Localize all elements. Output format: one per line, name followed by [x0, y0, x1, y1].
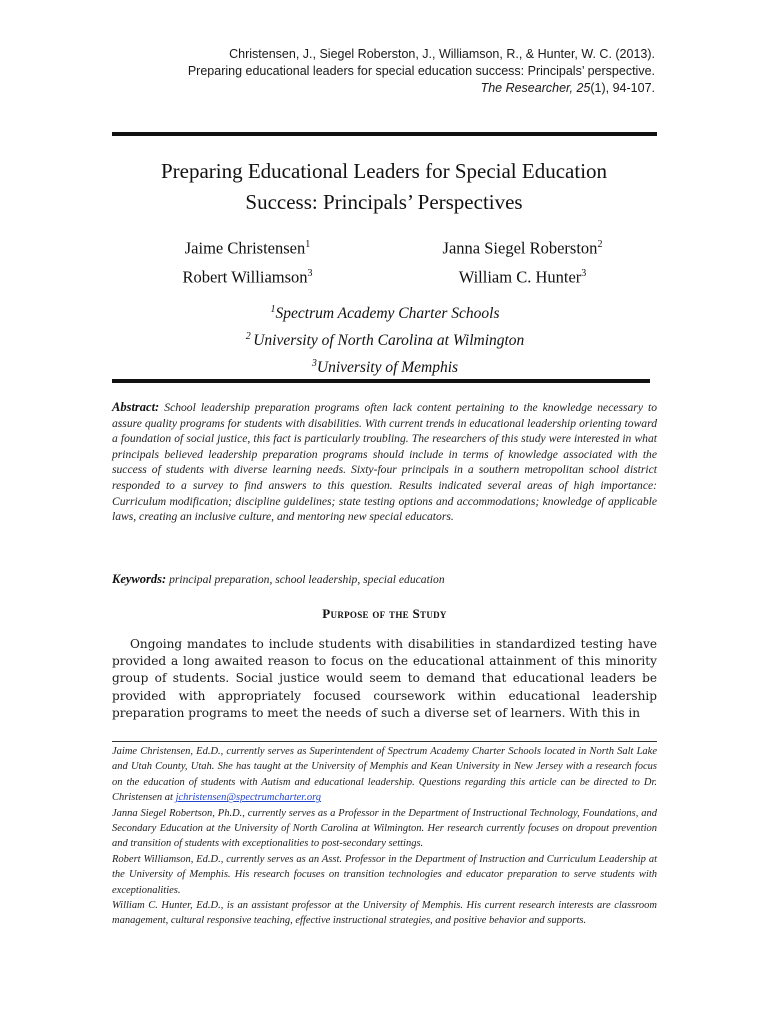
author-email-link[interactable]: jchristensen@spectrumcharter.org — [175, 792, 322, 804]
author-affiliation-marker: 2 — [597, 239, 603, 250]
affiliation-marker: 2 — [245, 331, 254, 343]
author-affiliation-marker: 3 — [307, 267, 313, 279]
affiliation-name: Spectrum Academy Charter Schools — [275, 305, 500, 323]
affiliation-line — [110, 325, 660, 352]
author-name-text: William C. Hunter — [458, 267, 582, 286]
title-line-1: Preparing Educational Leaders for Special Education — [160, 159, 608, 183]
paper-title — [100, 156, 668, 218]
affiliation-name: University of Memphis — [316, 359, 459, 377]
citation-journal: The Researcher, — [480, 81, 573, 95]
header-bottom-divider — [112, 379, 650, 383]
keywords-label: Keywords: — [112, 572, 167, 586]
affiliation-block — [110, 298, 660, 379]
footnote-williamson: Robert Williamson, Ed.D., currently serves as an Asst. Professor in the Department of Instruction and Curriculum Leadership at the University of Memphis. His research focuses on transition technologies and educator preparation to serve students with exceptionalities. — [112, 853, 657, 896]
author-name — [110, 261, 385, 290]
affiliation-marker: 3 — [311, 358, 317, 370]
body-paragraph: Ongoing mandates to include students with disabilities in standardized testing have provided a long awaited reason to focus on the educational attainment of this minority group of students. Social justice would seem to demand that educational leaders be provided with appropriately focused coursework within educational leadership preparation programs to meet the needs of such a diverse set of learners. With this in — [112, 637, 657, 720]
citation-issue-pages: (1), 94-107. — [590, 81, 655, 95]
abstract-label: Abstract: — [112, 400, 160, 414]
author-affiliation-marker: 1 — [305, 239, 311, 250]
affiliation-name: University of North Carolina at Wilmington — [253, 332, 525, 350]
author-name-text: Jaime Christensen — [184, 238, 306, 258]
top-divider — [112, 132, 657, 136]
footnote-hunter: William C. Hunter, Ed.D., is an assistant professor at the University of Memphis. His current research interests are classroom management, cultural responsive teaching, effective instructional strategies, and positive behavior and supports. — [112, 900, 657, 927]
author-name — [110, 232, 385, 261]
affiliation-line — [110, 298, 660, 325]
author-name — [385, 232, 660, 261]
affiliation-line — [110, 352, 660, 379]
section-heading: Purpose of the Study — [322, 606, 447, 621]
abstract — [112, 400, 657, 525]
author-name-text: Robert Williamson — [182, 267, 308, 286]
citation-volume: 25 — [576, 81, 591, 95]
citation-title-line: Preparing educational leaders for special education success: Principals’ perspective. — [187, 64, 655, 78]
author-name-text: Janna Siegel Roberston — [442, 238, 598, 258]
footnotes — [112, 744, 657, 929]
footnote-roberston: Janna Siegel Robertson, Ph.D., currently serves as a Professor in the Department of Instructional Technology, Foundations, and Secondary Education at the University of North Carolina at Wilmington. Her research currently focuses on dropout prevention and transition of students with exceptionalities to post-secondary settings. — [112, 807, 657, 850]
author-row — [110, 232, 660, 261]
affiliation-marker: 1 — [270, 304, 276, 315]
keywords-text: principal preparation, school leadership, special education — [169, 573, 445, 586]
footnote-christensen — [112, 744, 657, 806]
title-line-2: Success: Principals’ Perspectives — [245, 190, 523, 214]
citation-header — [95, 46, 655, 97]
footnote-divider — [112, 741, 657, 742]
keywords — [112, 571, 657, 588]
citation-authors-line: Christensen, J., Siegel Roberston, J., Williamson, R., & Hunter, W. C. (2013). — [229, 47, 655, 61]
abstract-text: School leadership preparation programs often lack content pertaining to the knowledge necessary to assure quality programs for students with disabilities. With current trends in educational leadership orienting toward a foundation of social justice, this fact is particularly troubling. The researchers of this study were interested in what principals believed leadership preparation programs should include in terms of knowledge associated with the success of students with diverse learning needs. Sixty-four principals in a southern metropolitan school district responded to a survey to find answers to this question. Results indicated several areas of high importance: Curriculum modification; discipline guidelines; state testing options and accommodations; knowledge of applicable laws, creating an inclusive culture, and mentoring new special educators. — [112, 401, 658, 524]
citation-journal-line — [95, 80, 655, 97]
author-block — [110, 232, 660, 289]
author-affiliation-marker: 3 — [581, 267, 587, 279]
footnote-text: Jaime Christensen, Ed.D., currently serves as Superintendent of Spectrum Academy Charter Schools located in North Salt Lake and Utah County, Utah. She has taught at the University of Memphis and Kean University in New Jersey with a research focus on the education of students with Autism and educational leadership. Questions regarding this article can be directed to Dr. Christensen at — [112, 746, 657, 804]
author-row — [110, 261, 660, 290]
author-name — [385, 261, 660, 290]
